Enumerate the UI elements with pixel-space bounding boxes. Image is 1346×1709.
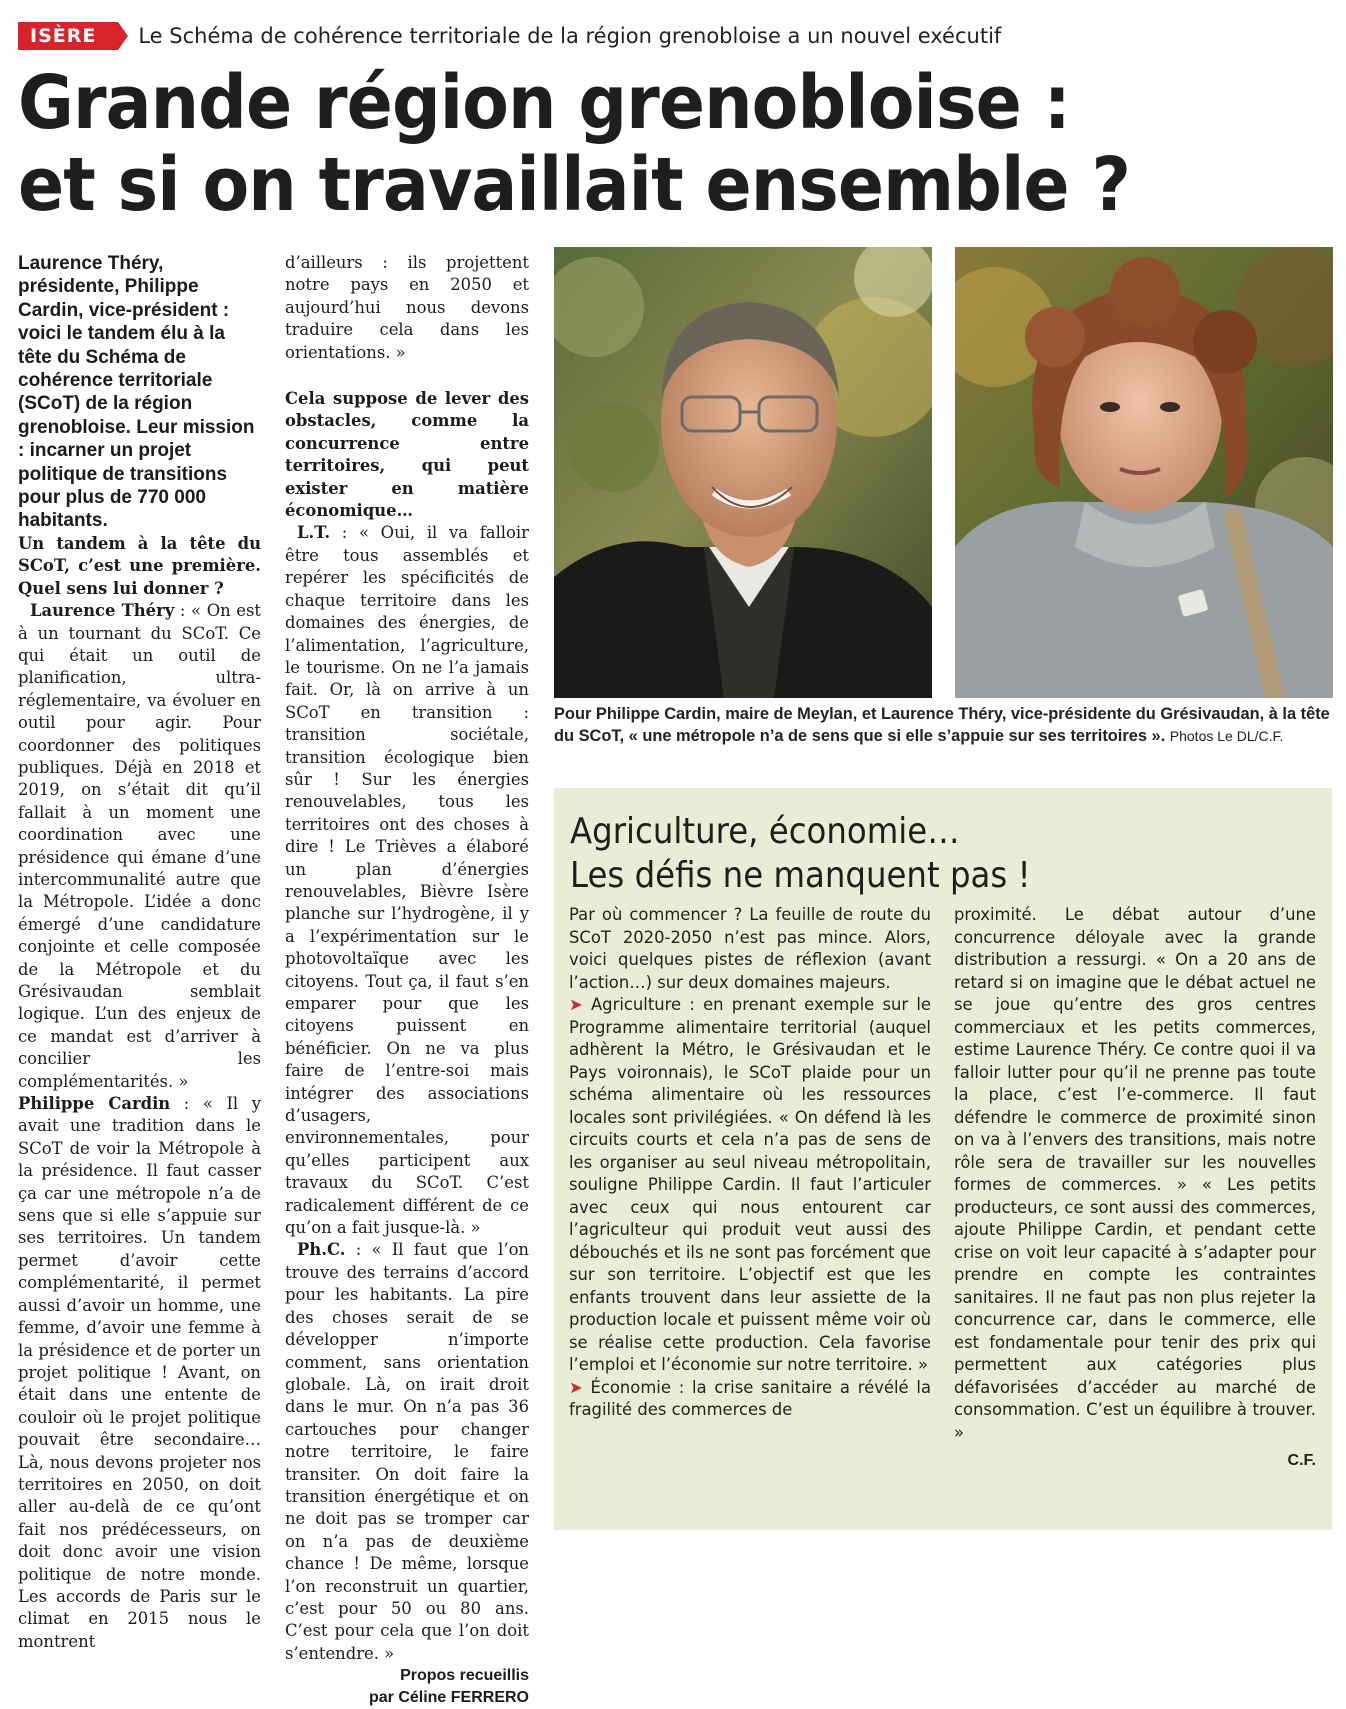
box-title	[570, 810, 1031, 898]
answer-3	[285, 522, 529, 1239]
headline-line-2: et si on travaillait ensemble ?	[18, 142, 1131, 228]
photo-philippe-cardin	[554, 247, 932, 698]
section-tag: ISÈRE	[18, 22, 118, 50]
interview-credit	[285, 1665, 529, 1709]
photo-credit: Photos Le DL/C.F.	[1169, 728, 1284, 745]
box-title-line-1: Agriculture, économie…	[570, 811, 960, 852]
answer-4	[285, 1239, 529, 1665]
sidebar-box	[554, 788, 1332, 1530]
speaker-name: Ph.C.	[297, 1240, 346, 1260]
arrow-bullet-icon: ➤	[569, 1377, 583, 1397]
box-column-left	[569, 904, 931, 1422]
answer-text: : « Il faut que l’on trouve des terrains d’accord pour les habitants. La pire des choses serait de se développer n’importe comment, sans orientation globale. Là, on irait droit dans le mur. On n’a pas 36 cartouches pour changer notre territoire, le faire transiter. On doit faire la transition énergétique et on ne doit pas se tromper car on n’a pas de deuxième chance ! De même, lorsque l’on reconstruit un quartier, c’est pour 50 ou 80 ans. C’est pour cela que l’on doit s’entendre. »	[285, 1240, 529, 1663]
photo-laurence-thery	[955, 247, 1333, 698]
box-signature: C.F.	[1287, 1452, 1316, 1469]
answer-text: : « Il y avait une tradition dans le SCoT de voir la Métropole à la présidence. Il faut casser ça car une métropole n’a de sens que si elle s’appuie sur ses territoires. Un tandem permet d’avoir cette complémentarité, il permet aussi d’avoir un homme, une femme, d’avoir une femme à la présidence et de porter un projet politique ! Avant, on était dans une entente de couloir où le projet politique pouvait être secondaire… Là, nous devons projeter nos territoires en 2050, on doit aller au-delà de ce qu’ont fait nos prédécesseurs, on doit donc avoir une vision politique de notre monde. Les accords de Paris sur le climat en 2015 nous le montrent	[18, 1094, 261, 1651]
answer-text: : « Oui, il va falloir être tous assemblés et repérer les spécificités de chaque territoire dans les domaines des énergies, de l’alimentation, l’agriculture, le tourisme. On ne l’a jamais fait. Or, là on arrive à un SCoT en transition : transition sociétale, transition écologique bien sûr ! Sur les énergies renouvelables, tous les territoires ont des choses à dire ! Le Trièves a élaboré un plan d’énergies renouvelables, Bièvre Isère planche sur l’hydrogène, il y a l’expérimentation sur le photovoltaïque avec les citoyens. Tout ça, il faut s’en emparer pour que les citoyens puissent en bénéficier. On ne va plus faire de l’entre-soi mais intégrer des associations d’usagers, environnementales, pour qu’elles participent aux travaux du SCoT. C’est radicalement différent de ce qu’on a fait jusque-là. »	[285, 523, 529, 1238]
kicker-text: Le Schéma de cohérence territoriale de la région grenobloise a un nouvel exécutif	[138, 24, 1002, 48]
credit-line-2: par Céline FERRERO	[368, 1689, 529, 1707]
headline	[18, 62, 1232, 226]
answer-text: : « On est à un tournant du SCoT. Ce qui était un outil de planification, ultra-réglementaire, va évoluer en outil pour agir. Pour coordonner des politiques publiques. Déjà en 2018 et 2019, on s’était dit qu’il fallait à un moment une coordination avec une présidence qui émane d’une intercommunalité autre que la Métropole. L’idée a donc émergé d’une candidature conjointe et celle composée de la Métropole et du Grésivaudan semblait logique. L’un des enjeux de ce mandat est d’arriver à concilier les complémentarités. »	[18, 601, 262, 1091]
article-intro: Laurence Théry, présidente, Philippe Cardin, vice-président : voici le tandem élu à la tête du Schéma de cohérence territoriale (SCoT) de la région grenobloise. Leur mission : incarner un projet politique de transitions pour plus de 770 000 habitants.	[18, 253, 255, 532]
box-paragraph-agriculture	[569, 994, 931, 1377]
credit-line-1: Propos recueillis	[400, 1667, 529, 1685]
box-paragraph: proximité. Le débat autour d’une concurrence déloyale avec la grande distribution a ressurgi. « On a 20 ans de retard si on imagine que le débat actuel ne se joue qu’entre des gros centres commerciaux et les petits commerces, estime Laurence Théry. Ce contre quoi il va falloir lutter pour qu’il ne prenne pas toute la place, c’est l’e-commerce. Il faut défendre le commerce de proximité sinon on va à l’envers des transitions, mais notre rôle sera de travailler sur les nouvelles formes de commerces. » « Les petits producteurs, ce sont aussi des commerces, ajoute Philippe Cardin, et pendant cette crise on voit leur capacité à s’adapter pour prendre en compte les contraintes sanitaires. Il ne faut pas non plus rejeter la concurrence car, dans le commerce, elle est fondamentale pour tenir des prix qui permettent aux catégories plus défavorisées d’accéder au marché de consommation. C’est un équilibre à trouver. »	[954, 905, 1316, 1442]
box-paragraph: Par où commencer ? La feuille de route du SCoT 2020-2050 n’est pas mince. Alors, voici quelques pistes de réflexion (avant l’action…) sur deux domaines majeurs.	[569, 905, 931, 992]
box-paragraph-text: Agriculture : en prenant exemple sur le Programme alimentaire territorial (auquel adhèrent la Métro, le Grésivaudan et le Pays voironnais), le SCoT plaide pour un schéma alimentaire où les ressources locales sont privilégiées. « On défend là les circuits courts et cela n’a pas de sens de les organiser au seul niveau métropolitain, souligne Philippe Cardin. Il faut l’articuler avec ceux qui nous entourent car l’agriculteur qui produit veut aussi des débouchés et ils ne sont pas forcément que sur son territoire. L’objectif est que les enfants trouvent dans leur assiette de la production locale et puissent même voir où se réalise cette production. Cela favorise l’emploi et l’économie sur notre territoire. »	[569, 995, 931, 1374]
article-column-1	[18, 252, 261, 1653]
question-1: Un tandem à la tête du SCoT, c’est une première. Quel sens lui donner ?	[18, 533, 261, 598]
caption-text: Pour Philippe Cardin, maire de Meylan, et Laurence Théry, vice-présidente du Grésivaudan, à la tête du SCoT, « une métropole n’a de sens que si elle s’appuie sur ses territoires ».	[554, 705, 1330, 746]
answer-continuation: d’ailleurs : ils projettent notre pays en 2050 et aujourd’hui nous devons traduire cela dans les orientations. »	[285, 253, 529, 362]
article-column-2	[285, 252, 529, 1709]
portrait-woman-image	[955, 247, 1333, 698]
answer-1	[18, 600, 261, 1093]
box-paragraph-economie	[569, 1377, 931, 1422]
box-paragraph-text: Économie : la crise sanitaire a révélé la fragilité des commerces de	[569, 1377, 931, 1419]
kicker	[18, 22, 1001, 50]
question-2: Cela suppose de lever des obstacles, comme la concurrence entre territoires, qui peut exister en matière économique…	[285, 389, 529, 521]
headline-line-1: Grande région grenobloise :	[18, 60, 1070, 146]
answer-2	[18, 1093, 261, 1653]
box-column-right	[954, 904, 1316, 1473]
arrow-bullet-icon: ➤	[569, 995, 583, 1014]
speaker-name: Philippe Cardin	[18, 1094, 171, 1114]
speaker-name: Laurence Théry	[30, 601, 175, 621]
box-title-line-2: Les défis ne manquent pas !	[570, 855, 1031, 896]
portrait-man-image	[554, 247, 932, 698]
photo-caption	[554, 703, 1332, 748]
speaker-name: L.T.	[297, 523, 331, 543]
